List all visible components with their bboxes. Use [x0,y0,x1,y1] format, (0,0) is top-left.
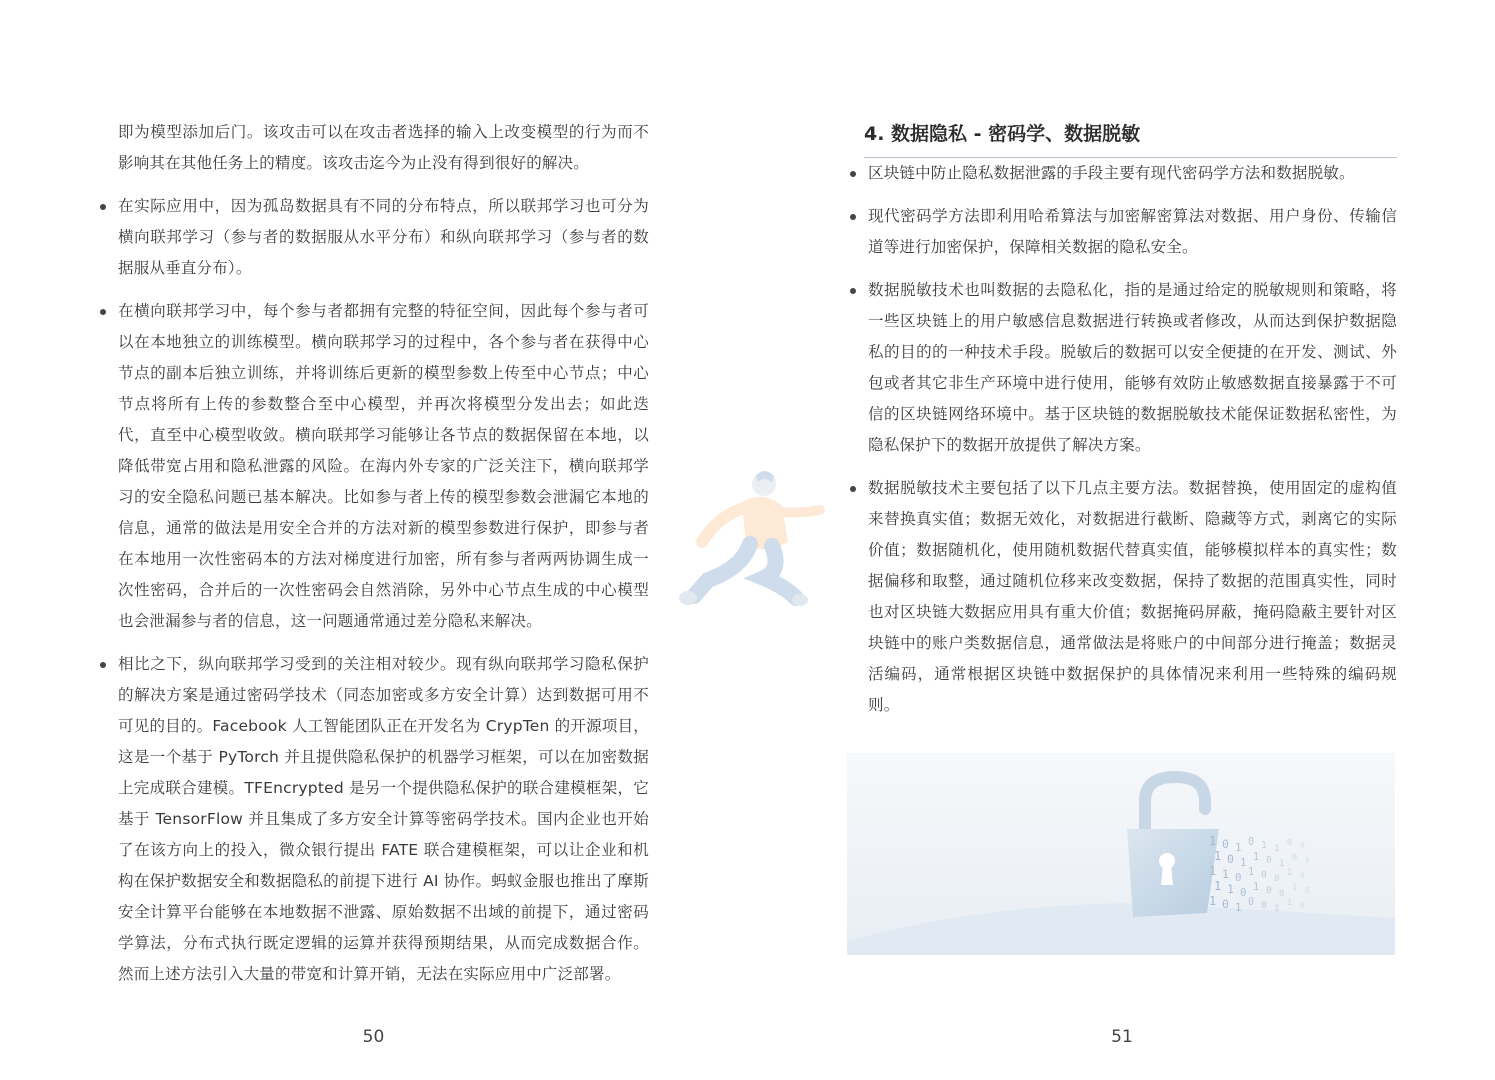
list-item: 相比之下，纵向联邦学习受到的关注相对较少。现有纵向联邦学习隐私保护的解决方案是通过密码学技术（同态加密或多方安全计算）达到数据可用不可见的目的。Facebook 人工智能团队正在开发名为 CrypTen 的开源项目，这是一个基于 PyTorch 并且提供隐私保护的机器学习框架，可以在加密数据上完成联合建模。TFEncrypted 是另一个提供隐私保护的联合建模框架，它基于 TensorFlow 并且集成了多方安全计算等密码学技术。国内企业也开始了在该方向上的投入，微众银行提出 FATE 联合建模框架，可以让企业和机构在保护数据安全和数据隐私的前提下进行 AI 协作。蚂蚁金服也推出了摩斯安全计算平台能够在本地数据不泄露、原始数据不出域的前提下，通过密码学算法，分布式执行既定逻辑的运算并获得预期结果，从而完成数据合作。然而上述方法引入大量的带宽和计算开销，无法在实际应用中广泛部署。 [97,649,649,990]
binary-digit: 1 [1287,897,1293,907]
binary-digit: 0 [1227,852,1234,866]
binary-digit: 1 [1235,841,1242,854]
list-item: 在横向联邦学习中，每个参与者都拥有完整的特征空间，因此每个参与者可以在本地独立的训练模型。横向联邦学习的过程中，各个参与者在获得中心节点的副本后独立训练，并将训练后更新的模型参数上传至中心节点；中心节点将所有上传的参数整合至中心模型，并再次将模型分发出去；如此迭代，直至中心模型收敛。横向联邦学习能够让各节点的数据保留在本地，以降低带宽占用和隐私泄露的风险。在海内外专家的广泛关注下，横向联邦学习的安全隐私问题已基本解决。比如参与者上传的模型参数会泄漏它本地的信息，通常的做法是用安全合并的方法对新的模型参数进行保护，即参与者在本地用一次性密码本的方法对梯度进行加密，所有参与者两两协调生成一次性密码，合并后的一次性密码会自然消除，另外中心节点生成的中心模型也会泄漏参与者的信息，这一问题通常通过差分隐私来解决。 [97,296,649,637]
bullet-icon [850,171,856,177]
binary-digit: 0 [1292,852,1298,862]
intro-paragraph: 即为模型添加后门。该攻击可以在攻击者选择的输入上改变模型的行为而不影响其在其他任务上的精度。该攻击迄今为止没有得到很好的解决。 [118,123,649,172]
binary-digit: 0 [1248,837,1255,848]
bullet-icon [850,214,856,220]
left-bullet-list [97,191,649,990]
binary-digit: 0 [1300,901,1305,910]
binary-digit: 0 [1266,885,1272,896]
binary-digit: 1 [1209,834,1217,848]
padlock-illustration [847,753,1395,955]
binary-digit: 1 [1279,859,1285,869]
bullet-icon [100,309,106,315]
binary-digit: 1 [1209,894,1217,908]
list-item: 区块链中防止隐私数据泄露的手段主要有现代密码学方法和数据脱敏。 [847,158,1397,189]
binary-digit: 1 [1240,856,1247,869]
binary-digit: 0 [1222,837,1229,851]
binary-digit: 0 [1235,871,1242,884]
binary-digit: 1 [1253,882,1260,893]
binary-digit: 1 [1227,882,1234,896]
binary-digit: 1 [1274,844,1280,854]
right-bullet-list [847,158,1397,721]
padlock-body [1127,829,1222,917]
binary-digit: 0 [1274,874,1280,884]
binary-digit: 1 [1235,901,1242,914]
binary-digit: 1 [1253,852,1260,863]
list-item: 数据脱敏技术也叫数据的去隐私化，指的是通过给定的脱敏规则和策略，将一些区块链上的用户敏感信息数据进行转换或者修改，从而达到保护数据隐私的目的的一种技术手段。脱敏后的数据可以安全便捷的在开发、测试、外包或者其它非生产环境中进行使用，能够有效防止敏感数据直接暴露于不可信的区块链网络环境中。基于区块链的数据脱敏技术能保证数据私密性，为隐私保护下的数据开放提供了解决方案。 [847,275,1397,461]
runner-shoe-back [679,591,697,605]
page-number-left: 50 [362,1027,385,1047]
binary-digit: 1 [1287,867,1293,877]
binary-digit: 1 [1214,879,1222,893]
binary-digit: 0 [1266,855,1272,866]
binary-digit: 0 [1287,837,1293,847]
binary-digit: 0 [1248,897,1255,908]
binary-digit: 0 [1300,841,1305,850]
binary-digit: 1 [1209,864,1217,878]
binary-digit: 0 [1261,900,1267,911]
binary-digit: 0 [1305,886,1310,895]
bullet-icon [850,486,856,492]
bullet-icon [100,662,106,668]
list-item: 在实际应用中，因为孤岛数据具有不同的分布特点，所以联邦学习也可分为横向联邦学习（参与者的数据服从水平分布）和纵向联邦学习（参与者的数据服从垂直分布）。 [97,191,649,284]
bullet-icon [100,204,106,210]
binary-digit: 1 [1248,867,1255,878]
binary-digit: 1 [1274,904,1280,914]
binary-digit: 0 [1261,870,1267,881]
list-item: 数据脱敏技术主要包括了以下几点主要方法。数据替换，使用固定的虚构值来替换真实值；数据无效化，对数据进行截断、隐藏等方式，剥离它的实际价值；数据随机化，使用随机数据代替真实值，能够模拟样本的真实性；数据偏移和取整，通过随机位移来改变数据，保持了数据的范围真实性，同时也对区块链大数据应用具有重大价值；数据掩码屏蔽，掩码隐蔽主要针对区块链中的账户类数据信息，通常做法是将账户的中间部分进行掩盖；数据灵活编码，通常根据区块链中数据保护的具体情况来利用一些特殊的编码规则。 [847,473,1397,721]
page-number-right: 51 [1111,1027,1133,1047]
runner-arm-back [702,508,744,542]
section-title: 4. 数据隐私 - 密码学、数据脱敏 [864,117,1397,158]
right-page [747,0,1495,1080]
binary-digit: 0 [1305,856,1310,865]
binary-digit: 0 [1222,897,1229,911]
list-item: 现代密码学方法即利用哈希算法与加密解密算法对数据、用户身份、传输信道等进行加密保护，保障相关数据的隐私安全。 [847,201,1397,263]
right-text-column [847,117,1397,733]
binary-digit: 0 [1300,871,1305,880]
binary-digit: 1 [1214,849,1222,863]
left-text-column [97,117,649,1002]
binary-digit: 0 [1279,889,1285,899]
binary-digit: 1 [1292,882,1298,892]
bullet-icon [850,288,856,294]
left-page [0,0,747,1080]
runner-leg-back [694,544,750,596]
binary-digit: 1 [1261,840,1267,851]
binary-digit: 1 [1222,867,1229,881]
binary-digit: 0 [1240,886,1247,899]
